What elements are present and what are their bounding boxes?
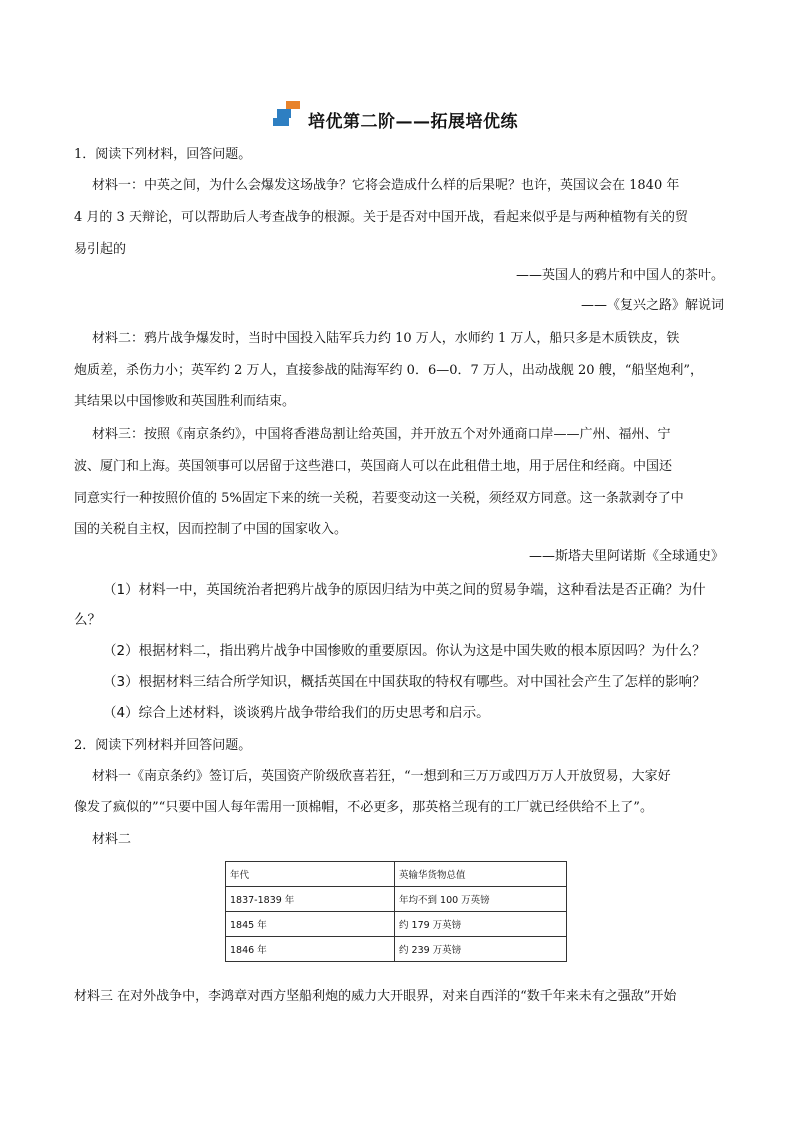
table-header-cell: 年代 [226, 862, 395, 887]
q2-material-1-line: 像发了疯似的”“只要中国人每年需用一顶棉帽，不必更多，那英格兰现有的工厂就已经供给不上了”。 [74, 800, 653, 815]
q1-sub-question: （2）根据材料二，指出鸦片战争中国惨败的重要原因。你认为这是中国失败的根本原因吗？为什么？ [103, 643, 706, 659]
table-header-row [226, 862, 567, 887]
q1-material-3-line: 波、厦门和上海。英国领事可以居留于这些港口，英国商人可以在此租借土地，用于居住和经商。中国还 [74, 459, 673, 474]
section-title: 培优第二阶——拓展培优练 [308, 112, 518, 132]
question-1-intro: 1．阅读下列材料，回答问题。 [74, 147, 252, 162]
q1-material-2-line: 其结果以中国惨败和英国胜利而结束。 [74, 394, 296, 409]
table-row [226, 887, 567, 912]
table-row [226, 912, 567, 937]
table-cell: 1845 年 [226, 912, 395, 937]
export-value-table [225, 861, 567, 962]
q1-material-1-line: 易引起的 [74, 242, 127, 257]
q1-material-1-source: ——《复兴之路》解说词 [580, 298, 724, 313]
q1-material-3-line: 材料三：按照《南京条约》，中国将香港岛割让给英国，并开放五个对外通商口岸——广州、福州、宁 [92, 427, 671, 442]
q1-material-3-source: ——斯塔夫里阿诺斯《全球通史》 [528, 549, 724, 564]
section-logo-icon [273, 101, 303, 127]
question-2-intro: 2．阅读下列材料并回答问题。 [74, 738, 252, 753]
q1-material-3-line: 同意实行一种按照价值的 5%固定下来的统一关税，若要变动这一关税，须经双方同意。这一条款剥夺了中 [74, 491, 684, 506]
q1-sub-question: （4）综合上述材料，谈谈鸦片战争带给我们的历史思考和启示。 [103, 705, 490, 721]
table-header-cell: 英输华货物总值 [395, 862, 567, 887]
q1-material-3-line: 国的关税自主权，因而控制了中国的国家收入。 [74, 522, 348, 537]
q1-material-2-line: 材料二：鸦片战争爆发时，当时中国投入陆军兵力约 10 万人，水师约 1 万人，船只多是木质铁皮，铁 [92, 331, 680, 346]
section-header [0, 101, 794, 131]
q1-material-2-line: 炮质差，杀伤力小；英军约 2 万人，直接参战的陆海军约 0．6—0．7 万人，出动战舰 20 艘，“船坚炮利”， [74, 363, 703, 378]
table-row [226, 937, 567, 962]
q2-material-1-line: 材料一《南京条约》签订后，英国资产阶级欣喜若狂，“一想到和三万万或四万万人开放贸易，大家好 [92, 769, 671, 784]
q2-material-3-line: 材料三 在对外战争中，李鸿章对西方坚船利炮的威力大开眼界，对来自西洋的“数千年来未有之强敌”开始 [74, 989, 677, 1004]
table-cell: 约 239 万英镑 [395, 937, 567, 962]
table-cell: 1837-1839 年 [226, 887, 395, 912]
q1-material-1-source: ——英国人的鸦片和中国人的茶叶。 [515, 268, 724, 283]
q2-material-2-label: 材料二 [92, 832, 132, 847]
table-cell: 1846 年 [226, 937, 395, 962]
table-cell: 年均不到 100 万英镑 [395, 887, 567, 912]
q1-sub-question: （1）材料一中，英国统治者把鸦片战争的原因归结为中英之间的贸易争端，这种看法是否正确？为什 [103, 582, 706, 598]
q1-material-1-line: 材料一：中英之间，为什么会爆发这场战争？它将会造成什么样的后果呢？也许，英国议会在 1840 年 [92, 178, 680, 193]
q1-sub-question: 么？ [74, 612, 101, 628]
table-cell: 约 179 万英镑 [395, 912, 567, 937]
q1-sub-question: （3）根据材料三结合所学知识，概括英国在中国获取的特权有哪些。对中国社会产生了怎样的影响？ [103, 674, 706, 690]
q1-material-1-line: 4 月的 3 天辩论，可以帮助后人考查战争的根源。关于是否对中国开战，看起来似乎是与两种植物有关的贸 [74, 210, 688, 225]
